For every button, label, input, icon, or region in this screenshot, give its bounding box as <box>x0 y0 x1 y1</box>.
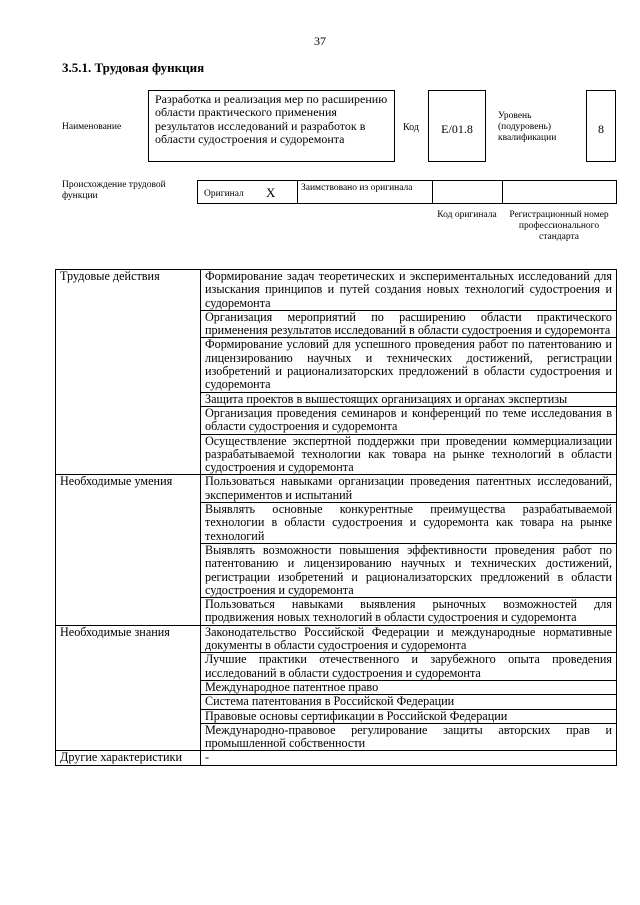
page-number: 37 <box>314 34 326 48</box>
table-cell: Пользоваться навыками организации проведения патентных исследований, экспериментов и испытаний <box>201 475 617 503</box>
table-cell: Формирование условий для успешного проведения работ по патентованию и лицензированию научных и технических достижений, регистрации изобретений и рационализаторских предложений в области судостроения и судоремонта <box>201 338 617 392</box>
category-labor-actions: Трудовые действия <box>56 270 201 475</box>
function-name-value: Разработка и реализация мер по расширению области практического применения результатов исследований и разработок в области судостроения и судоремонта <box>155 92 388 147</box>
table-cell: Лучшие практики отечественного и зарубежного опыта проведения исследований в области судостроения и судоремонта <box>201 653 617 681</box>
level-label: Уровень (подуровень) квалификации <box>498 111 557 143</box>
reg-number-caption: Регистрационный номер профессионального стандарта <box>509 210 609 242</box>
level-box <box>586 90 616 162</box>
table-row <box>56 475 617 503</box>
code-label: Код <box>403 122 419 133</box>
table-cell: Организация проведения семинаров и конференций по теме исследования в области судостроения и судоремонта <box>201 406 617 434</box>
table-cell: Выявлять возможности повышения эффективности проведения работ по патентованию и лицензированию научных и технических достижений, регистрации изобретений и рационализаторских предложений в области судостроения и судоремонта <box>201 543 617 597</box>
category-required-skills: Необходимые умения <box>56 475 201 625</box>
function-name-box <box>148 90 395 162</box>
section-title: 3.5.1. Трудовая функция <box>62 60 205 75</box>
reg-number-cell <box>503 181 616 203</box>
code-original-caption: Код оригинала <box>437 210 497 220</box>
table-cell: Законодательство Российской Федерации и международные нормативные документы в области судостроения и судоремонта <box>201 625 617 653</box>
code-original-cell <box>433 181 503 203</box>
origin-label: Происхождение трудовой функции <box>62 180 166 201</box>
table-cell: Международно-правовое регулирование защиты авторских прав и промышленной собственности <box>201 723 617 751</box>
category-required-knowledge: Необходимые знания <box>56 625 201 751</box>
table-cell: Организация мероприятий по расширению области практического применения результатов исследований в области судостроения и судоремонта <box>201 310 617 338</box>
table-cell: Осуществление экспертной поддержки при проведении коммерциализации разрабатываемой технологии как товара на рынке технологий в области судостроения и судоремонта <box>201 434 617 475</box>
origin-table <box>197 180 617 204</box>
code-box <box>428 90 486 162</box>
table-cell: Формирование задач теоретических и экспериментальных исследований для изыскания принципов и путей создания новых технологий судостроения и судоремонта <box>201 270 617 311</box>
table-row <box>56 751 617 765</box>
borrowed-label: Заимствовано из оригинала <box>301 183 413 193</box>
original-mark: X <box>266 185 276 200</box>
original-label: Оригинал <box>204 189 244 199</box>
table-cell: Выявлять основные конкурентные преимущества разрабатываемой технологии в области судостроения и судоремонта как товара на рынке технологий <box>201 503 617 544</box>
table-cell: Пользоваться навыками выявления рыночных возможностей для продвижения новых технологий в области судостроения и судоремонта <box>201 598 617 626</box>
table-cell: - <box>201 751 617 765</box>
table-cell: Защита проектов в вышестоящих организациях и органах экспертизы <box>201 392 617 406</box>
function-details-table <box>55 269 617 766</box>
table-cell: Правовые основы сертификации в Российской Федерации <box>201 709 617 723</box>
table-row <box>56 270 617 311</box>
original-cell <box>198 181 298 203</box>
table-cell: Система патентования в Российской Федерации <box>201 695 617 709</box>
table-row <box>56 625 617 653</box>
code-value: E/01.8 <box>441 122 473 136</box>
name-label: Наименование <box>62 122 122 132</box>
borrowed-cell <box>298 181 433 203</box>
category-other-characteristics: Другие характеристики <box>56 751 201 765</box>
level-value: 8 <box>598 122 604 136</box>
table-cell: Международное патентное право <box>201 680 617 694</box>
